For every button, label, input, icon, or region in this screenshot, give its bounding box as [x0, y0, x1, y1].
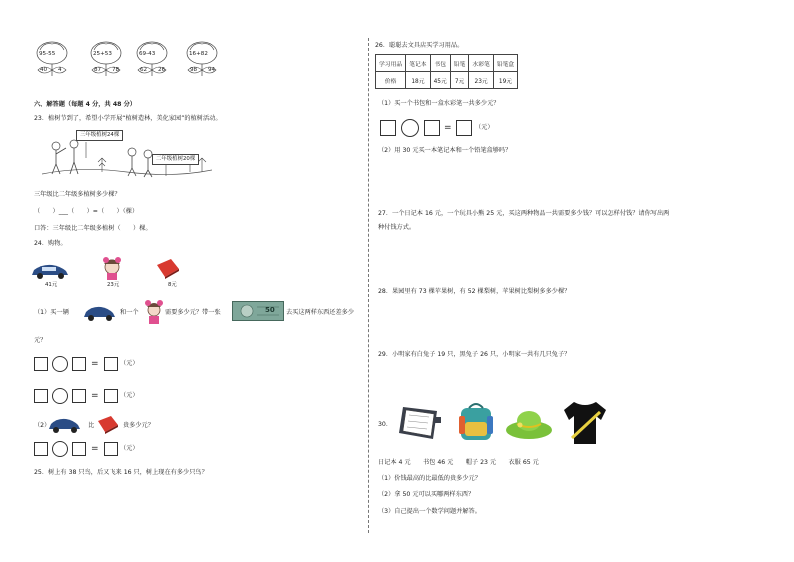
- answer-box[interactable]: [456, 120, 472, 136]
- question-26-part2: （2）用 30 元买一本笔记本和一个铅笔盒够吗？: [378, 147, 512, 154]
- flower-option-right: 26: [158, 67, 166, 73]
- operator-circle[interactable]: [401, 119, 419, 137]
- flower-option-right: 94: [208, 67, 216, 73]
- table-cell: 19元: [493, 72, 517, 89]
- book-inline-image: [96, 414, 120, 434]
- answer-box[interactable]: [72, 389, 86, 403]
- answer-box[interactable]: [104, 389, 118, 403]
- unit-label: （元）: [120, 445, 139, 452]
- question-24-part2-a: （2）: [34, 422, 51, 429]
- question-27-line1: 27．一个日记本 16 元，一个玩具小熊 25 元，买这两种物品一共需要多少钱？可以怎样付钱？请你写出两: [378, 210, 670, 217]
- doll-icon: [100, 256, 124, 280]
- car-inline-image: [47, 416, 81, 434]
- operator-circle[interactable]: [52, 441, 68, 457]
- flower-option-left: 98: [190, 67, 198, 73]
- notebook-icon: [393, 403, 443, 443]
- flower-option-right: 4: [58, 67, 62, 73]
- car-inline-image: [82, 304, 116, 322]
- table-cell: 7元: [450, 72, 469, 89]
- flower-option-right: 78: [112, 67, 120, 73]
- table-cell: 铅笔盒: [493, 55, 517, 72]
- answer-box[interactable]: [34, 442, 48, 456]
- question-29: 29．小明家有白兔子 19 只，黑兔子 26 只，小明家一共有几只兔子？: [378, 351, 571, 358]
- question-23-formula[interactable]: （ ）___（ ）=（ ）（棵）: [34, 208, 139, 215]
- question-30-prices: 日记本 4 元 书包 46 元 帽子 23 元 衣服 65 元: [378, 459, 539, 466]
- book-icon: [155, 257, 181, 279]
- table-cell: 笔记本: [406, 55, 430, 72]
- table-cell: 45元: [430, 72, 450, 89]
- equals-sign: =: [91, 359, 99, 369]
- equals-sign: =: [91, 444, 99, 454]
- equals-sign: =: [91, 391, 99, 401]
- hat-icon: [504, 404, 554, 444]
- banknote-image: [232, 301, 284, 321]
- section-heading: 六、解答题（每题 4 分，共 48 分）: [34, 101, 136, 108]
- tshirt-icon: [560, 398, 610, 446]
- question-25: 25．树上有 38 只鸟，后又飞来 16 只，树上现在有多少只鸟？: [34, 469, 208, 476]
- diary-image: [393, 403, 443, 443]
- question-26-title: 26．聪聪去文具店买学习用品。: [375, 42, 464, 49]
- equals-sign: =: [444, 123, 452, 133]
- car-price: 41元: [45, 282, 58, 288]
- question-24-part1-d: 去买这两样东西还差多少: [286, 309, 355, 316]
- doll-inline-image: [143, 299, 165, 325]
- column-divider: [368, 38, 369, 533]
- sign-grade-two: 二年级植树20棵: [152, 154, 199, 165]
- tree-planting-illustration: [42, 128, 212, 180]
- banknote-icon: [233, 302, 283, 320]
- flower-expression: 25+53: [93, 51, 112, 57]
- table-cell: 18元: [406, 72, 430, 89]
- price-table: [375, 54, 518, 89]
- doll-price: 23元: [107, 282, 120, 288]
- car-icon: [82, 304, 116, 322]
- book-icon: [96, 414, 120, 434]
- flower-expression: 16+82: [189, 51, 208, 57]
- table-cell: 23元: [469, 72, 493, 89]
- flower-2: [88, 40, 124, 78]
- shirt-image: [560, 398, 610, 446]
- book-image: [155, 257, 181, 279]
- answer-box[interactable]: [72, 357, 86, 371]
- question-27-line2: 种付钱方式。: [378, 224, 416, 231]
- flower-4: [184, 40, 220, 78]
- question-23-answer[interactable]: 口答：三年级比二年级多植树（ ）棵。: [34, 225, 152, 232]
- table-cell: 价格: [376, 72, 406, 89]
- unit-label: （元）: [120, 360, 139, 367]
- operator-circle[interactable]: [52, 356, 68, 372]
- flower-option-left: 87: [94, 67, 102, 73]
- answer-box[interactable]: [104, 357, 118, 371]
- unit-label: （元）: [475, 124, 494, 131]
- question-28: 28．果园里有 73 棵苹果树，有 52 棵梨树，苹果树比梨树多多少棵？: [378, 288, 571, 295]
- question-24-part2-b: 比: [88, 422, 95, 429]
- flower-option-left: 62: [140, 67, 148, 73]
- question-30-label: 30．: [378, 421, 393, 428]
- question-30-part2: （2）拿 50 元可以买哪两样东西？: [378, 491, 475, 498]
- answer-box[interactable]: [104, 442, 118, 456]
- question-24-part1-a: （1）买一辆: [34, 309, 69, 316]
- book-price: 8元: [168, 282, 177, 288]
- answer-box[interactable]: [34, 357, 48, 371]
- car-icon: [47, 416, 81, 434]
- question-23-text: 23．植树节到了，希望小学开展“植树造林，美化家园”的植树活动。: [34, 115, 222, 122]
- flower-expression: 69-43: [139, 51, 156, 57]
- schoolbag-image: [455, 400, 499, 444]
- backpack-icon: [455, 400, 499, 444]
- flower-1: [34, 40, 70, 78]
- table-cell: 水彩笔: [469, 55, 493, 72]
- flower-expression: 95-55: [39, 51, 56, 57]
- operator-circle[interactable]: [52, 388, 68, 404]
- answer-box[interactable]: [380, 120, 396, 136]
- unit-label: （元）: [120, 392, 139, 399]
- table-cell: 铅笔: [450, 55, 469, 72]
- question-24-part1-b: 和一个: [120, 309, 139, 316]
- question-24-part2-c: 贵多少元？: [123, 422, 154, 429]
- question-30-part3: （3）自己提出一个数学问题并解答。: [378, 508, 481, 515]
- car-image: [30, 262, 70, 280]
- question-24-title: 24．购物。: [34, 240, 67, 247]
- banknote-denomination: 50: [265, 306, 275, 314]
- price-table-header-row: [376, 55, 518, 72]
- answer-box[interactable]: [72, 442, 86, 456]
- doll-image: [100, 256, 124, 280]
- table-cell: 学习用品: [376, 55, 406, 72]
- question-26-part1: （1）买一个书包和一盒水彩笔一共多少元？: [378, 100, 500, 107]
- question-30-part1: （1）价钱最高的比最低的贵多少元？: [378, 475, 481, 482]
- sign-grade-three: 三年级植树24棵: [76, 130, 123, 141]
- question-23-prompt: 三年级比二年级多植树多少棵？: [34, 191, 121, 198]
- question-24-part1-e: 元？: [34, 337, 47, 344]
- hat-image: [504, 404, 554, 444]
- answer-box[interactable]: [34, 389, 48, 403]
- flower-3: [134, 40, 170, 78]
- question-24-part1-c: 需要多少元？带一张: [165, 309, 221, 316]
- car-icon: [30, 262, 70, 280]
- answer-box[interactable]: [424, 120, 440, 136]
- price-table-row: [376, 72, 518, 89]
- doll-icon: [143, 299, 165, 325]
- flower-option-left: 40: [40, 67, 48, 73]
- table-cell: 书包: [430, 55, 450, 72]
